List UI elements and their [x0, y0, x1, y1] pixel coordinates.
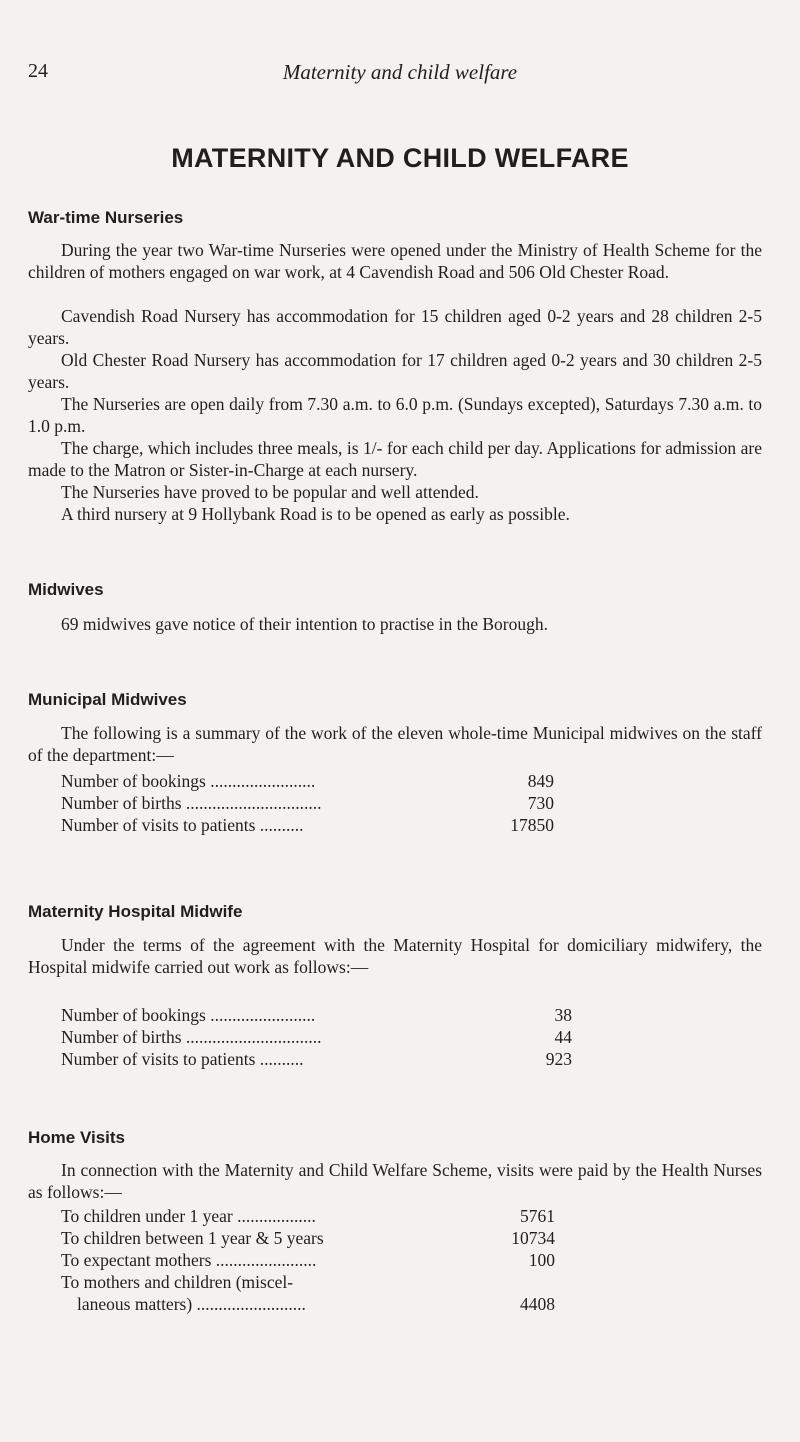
stat-label: Number of births ...............................	[61, 793, 322, 813]
stat-label: To children under 1 year ..................	[61, 1206, 316, 1226]
home-visits-para: In connection with the Maternity and Child Welfare Scheme, visits were paid by the Health Nurses as follows:—	[28, 1160, 762, 1202]
stat-row	[61, 1271, 555, 1293]
midwives-para: 69 midwives gave notice of their intention to practise in the Borough.	[61, 614, 548, 634]
stat-value: 38	[554, 1005, 572, 1025]
stat-label: Number of bookings ........................	[61, 1005, 316, 1025]
stat-row	[61, 1205, 555, 1227]
page-title: MATERNITY AND CHILD WELFARE	[171, 143, 629, 173]
stat-value	[501, 1271, 555, 1293]
stat-value: 44	[554, 1027, 572, 1047]
war-time-nurseries-para-4: The Nurseries are open daily from 7.30 a.m. to 6.0 p.m. (Sundays excepted), Saturdays 7.30 a.m. to 1.0 p.m.	[28, 394, 762, 436]
maternity-hospital-midwife-stats	[61, 1004, 572, 1070]
heading-municipal-midwives: Municipal Midwives	[28, 690, 187, 709]
stat-row	[61, 1227, 555, 1249]
running-head	[28, 60, 772, 90]
heading-midwives: Midwives	[28, 580, 104, 599]
stat-label: To children between 1 year & 5 years	[61, 1228, 324, 1248]
stat-row	[61, 814, 554, 836]
stat-row	[61, 1293, 555, 1315]
stat-value: 730	[527, 793, 554, 813]
stat-label: laneous matters) .........................	[77, 1294, 306, 1314]
stat-value: 5761	[520, 1206, 555, 1226]
heading-maternity-hospital-midwife: Maternity Hospital Midwife	[28, 902, 243, 921]
stat-value: 100	[528, 1250, 555, 1270]
stat-value: 849	[527, 771, 554, 791]
war-time-nurseries-para-7: A third nursery at 9 Hollybank Road is to be opened as early as possible.	[61, 504, 570, 524]
stat-label: Number of visits to patients ..........	[61, 1049, 304, 1069]
municipal-midwives-para: The following is a summary of the work of the eleven whole-time Municipal midwives on the staff of the department:—	[28, 723, 762, 765]
stat-label: Number of births ...............................	[61, 1027, 322, 1047]
municipal-midwives-stats	[61, 770, 554, 836]
war-time-nurseries-para-1: During the year two War-time Nurseries were opened under the Ministry of Health Scheme for the children of mothers engaged on war work, at 4 Cavendish Road and 506 Old Chester Road.	[28, 240, 762, 282]
stat-row	[61, 1004, 572, 1026]
stat-label: To mothers and children (miscel-	[61, 1272, 294, 1292]
stat-row	[61, 1249, 555, 1271]
stat-row	[61, 770, 554, 792]
heading-war-time-nurseries: War-time Nurseries	[28, 208, 184, 227]
stat-row	[61, 1048, 572, 1070]
stat-row	[61, 1026, 572, 1048]
stat-value: 10734	[511, 1228, 555, 1248]
maternity-hospital-midwife-para: Under the terms of the agreement with the Maternity Hospital for domiciliary midwifery, the Hospital midwife carried out work as follows:—	[28, 935, 762, 977]
stat-value: 4408	[520, 1294, 555, 1314]
stat-value: 923	[545, 1049, 572, 1069]
stat-row	[61, 792, 554, 814]
heading-home-visits: Home Visits	[28, 1128, 126, 1147]
stat-label: To expectant mothers .......................	[61, 1250, 317, 1270]
home-visits-stats	[61, 1205, 555, 1315]
war-time-nurseries-para-6: The Nurseries have proved to be popular and well attended.	[61, 482, 479, 502]
page-number: 24	[28, 60, 48, 82]
stat-label: Number of visits to patients ..........	[61, 815, 304, 835]
war-time-nurseries-para-2: Cavendish Road Nursery has accommodation for 15 children aged 0-2 years and 28 children 2-5 years.	[28, 306, 762, 348]
war-time-nurseries-para-3: Old Chester Road Nursery has accommodation for 17 children aged 0-2 years and 30 children 2-5 years.	[28, 350, 762, 392]
war-time-nurseries-para-5: The charge, which includes three meals, is 1/- for each child per day. Applications for admission are made to the Matron or Sister-in-Charge at each nursery.	[28, 438, 762, 480]
stat-label: Number of bookings ........................	[61, 771, 316, 791]
stat-value: 17850	[510, 815, 554, 835]
running-title: Maternity and child welfare	[282, 60, 518, 84]
